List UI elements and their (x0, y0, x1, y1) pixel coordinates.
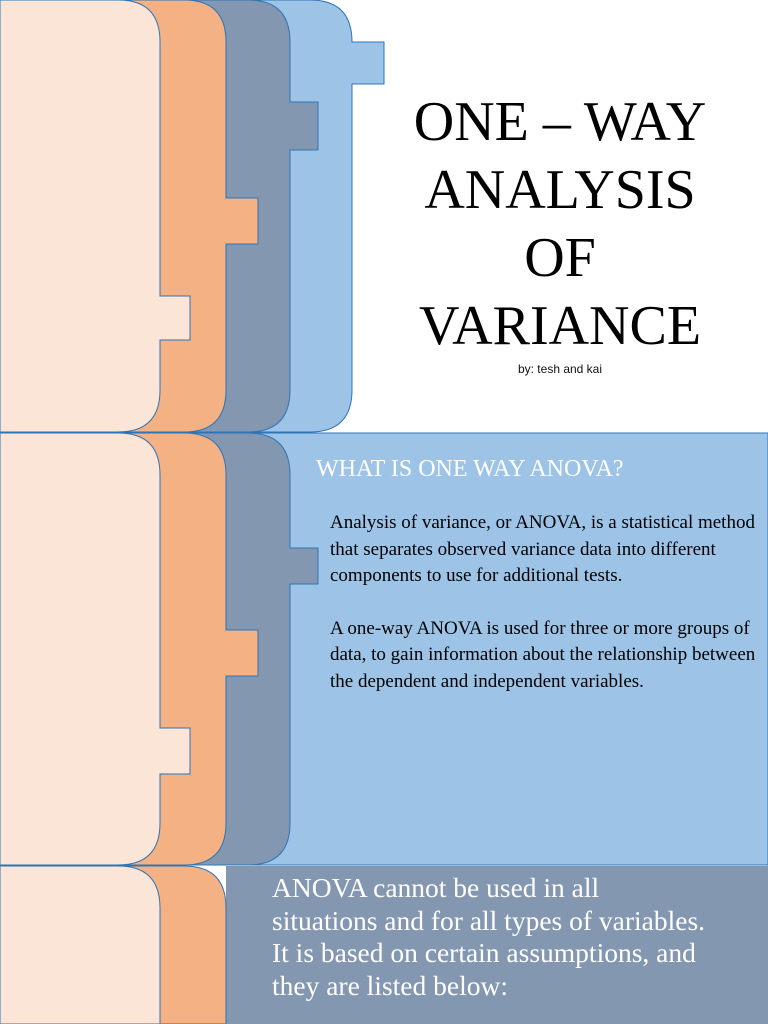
byline: by: tesh and kai (517, 362, 603, 376)
section-heading: WHAT IS ONE WAY ANOVA? (316, 456, 624, 482)
paragraph-anova-definition: Analysis of variance, or ANOVA, is a statistical method that separates observed variance data into different components to use for additional tests. (330, 512, 755, 586)
title-line-3: OF (524, 227, 596, 289)
assumptions-intro (272, 872, 768, 1002)
title-line-4: VARIANCE (418, 295, 702, 357)
assumptions-line-2: situations and for all types of variables. (272, 904, 706, 936)
paragraph-one-way-usage: A one-way ANOVA is used for three or more groups of data, to gain information about the relationship between the dependent and independent variables. (330, 617, 756, 692)
section-body (330, 510, 762, 721)
title-line-2: ANALYSIS (424, 159, 696, 221)
title-block (370, 88, 750, 376)
assumptions-line-4: they are listed below: (272, 969, 508, 1001)
title-line-1: ONE – WAY (413, 91, 707, 153)
assumptions-line-1: ANOVA cannot be used in all (272, 872, 600, 903)
tab-peach-3 (0, 866, 160, 1024)
assumptions-line-3: It is based on certain assumptions, and (272, 937, 696, 968)
